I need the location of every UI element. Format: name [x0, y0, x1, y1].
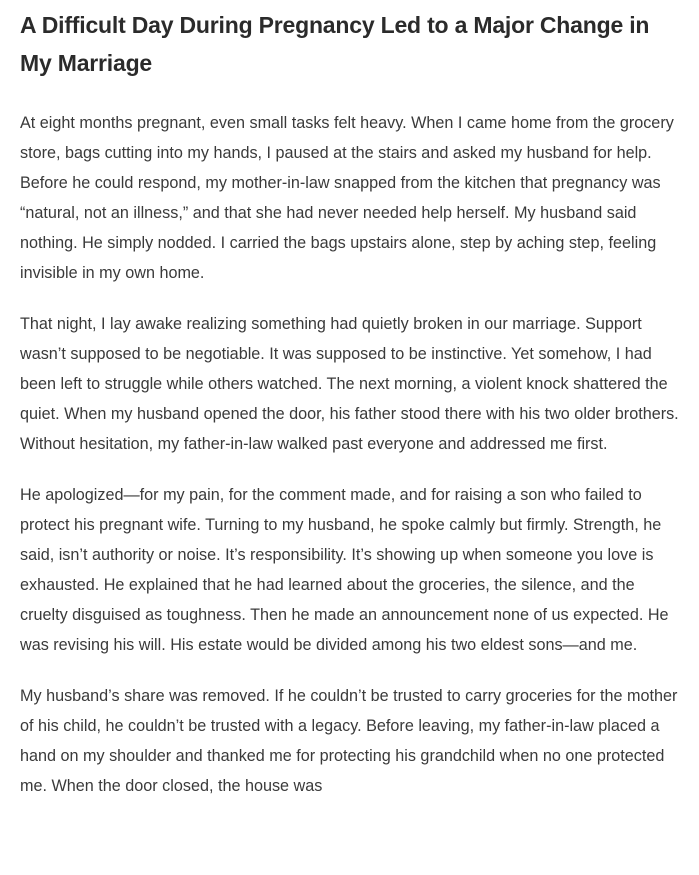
article — [20, 6, 680, 822]
article-paragraph-2: That night, I lay awake realizing something had quietly broken in our marriage. Support wasn’t supposed to be negotiable. It was supposed to be instinctive. Yet somehow, I had been left to struggle while others watched. The next morning, a violent knock shattered the quiet. When my husband opened the door, his father stood there with his two older brothers. Without hesitation, my father-in-law walked past everyone and addressed me first. — [20, 315, 679, 453]
article-paragraph-4: My husband’s share was removed. If he couldn’t be trusted to carry groceries for the mother of his child, he couldn’t be trusted with a legacy. Before leaving, my father-in-law placed a hand on my shoulder and thanked me for protecting his grandchild when no one protected me. When the door closed, the house was — [20, 687, 678, 795]
article-paragraph-3: He apologized—for my pain, for the comment made, and for raising a son who failed to protect his pregnant wife. Turning to my husband, he spoke calmly but firmly. Strength, he said, isn’t authority or noise. It’s responsibility. It’s showing up when someone you love is exhausted. He explained that he had learned about the groceries, the silence, and the cruelty disguised as toughness. Then he made an announcement none of us expected. He was revising his will. His estate would be divided among his two eldest sons—and me. — [20, 486, 669, 654]
article-title: A Difficult Day During Pregnancy Led to a Major Change in My Marriage — [20, 12, 650, 76]
article-paragraph-1: At eight months pregnant, even small tasks felt heavy. When I came home from the grocery store, bags cutting into my hands, I paused at the stairs and asked my husband for help. Before he could respond, my mother-in-law snapped from the kitchen that pregnancy was “natural, not an illness,” and that she had never needed help herself. My husband said nothing. He simply nodded. I carried the bags upstairs alone, step by aching step, feeling invisible in my own home. — [20, 114, 674, 282]
